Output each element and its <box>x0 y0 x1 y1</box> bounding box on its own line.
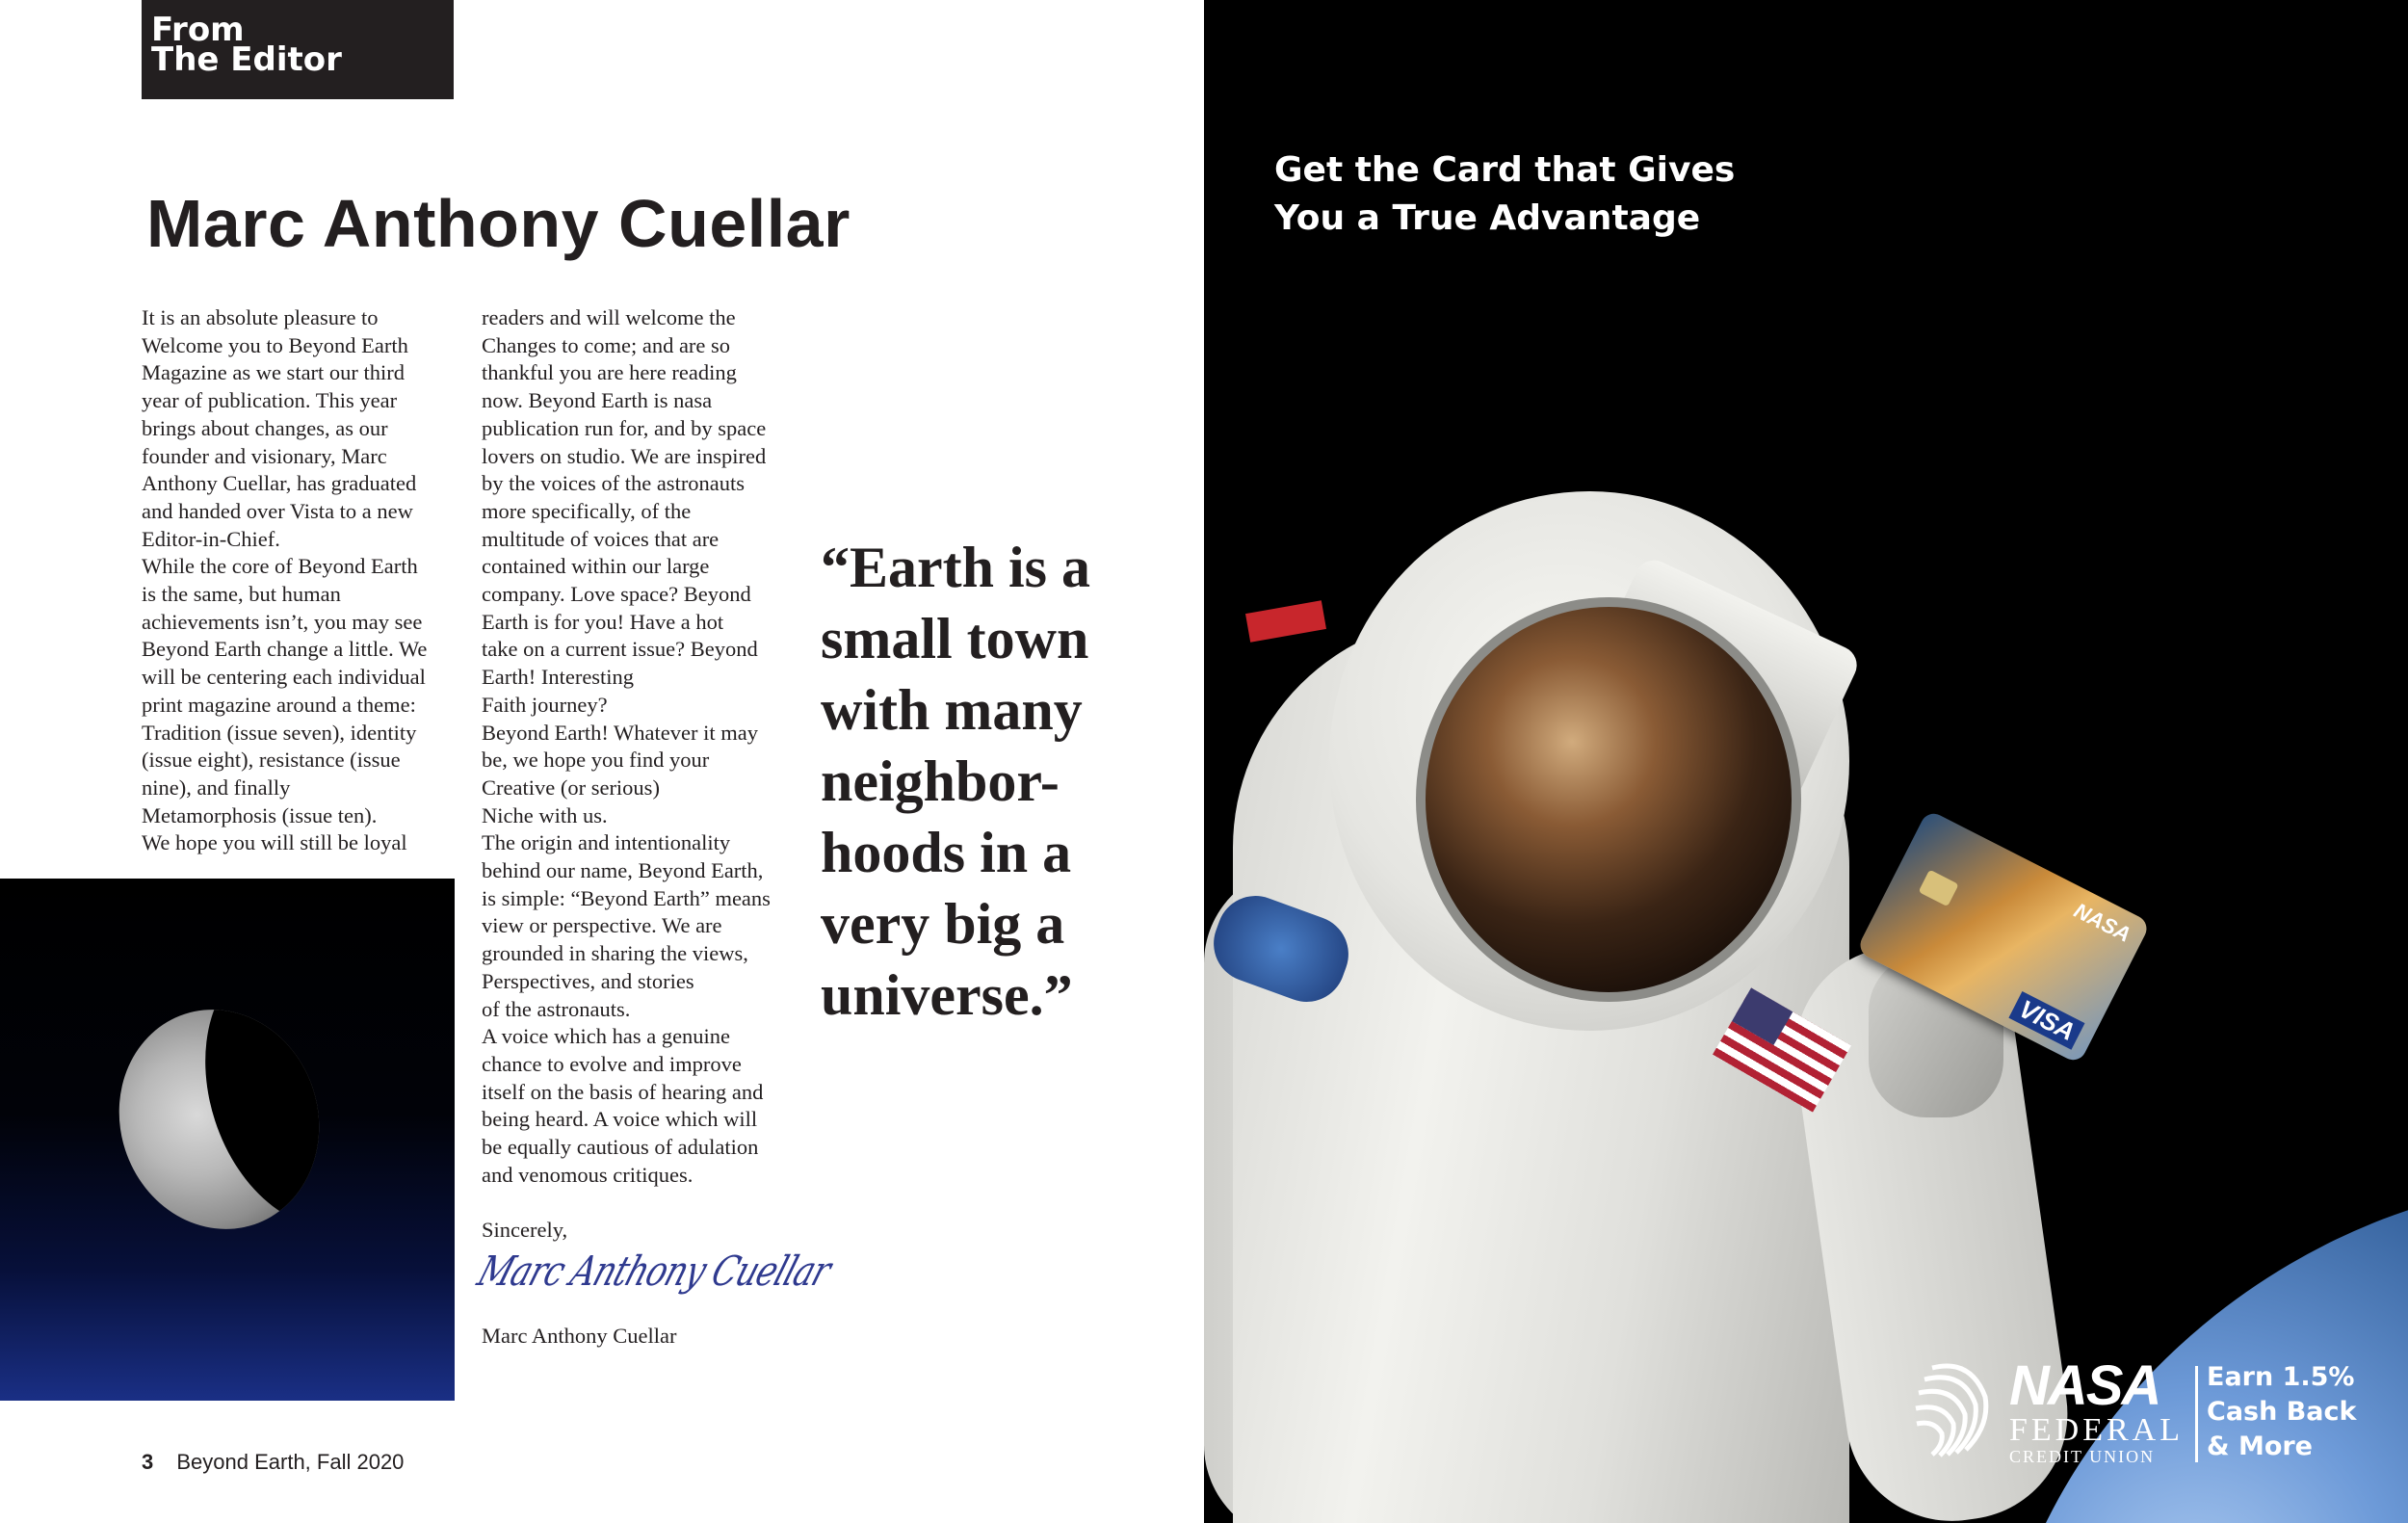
logo-federal: FEDERAL <box>2009 1412 2184 1448</box>
letter-line: print magazine around a theme: <box>142 692 416 717</box>
letter-line: grounded in sharing the views, <box>482 941 748 966</box>
pull-quote <box>821 532 1090 1031</box>
letter-line: company. Love space? Beyond <box>482 582 751 607</box>
ad-headline-line2: You a True Advantage <box>1274 198 1701 238</box>
letter-line: be, we hope you find your <box>482 748 710 773</box>
pull-quote-line: very big a <box>821 892 1065 956</box>
letter-line: Changes to come; and are so <box>482 332 731 357</box>
signer-name: Marc Anthony Cuellar <box>482 1324 677 1348</box>
letter-line: publication run for, and by space <box>482 415 767 440</box>
letter-line: achievements isn’t, you may see <box>142 609 423 634</box>
letter-line: readers and will welcome the <box>482 305 736 329</box>
letter-line: Welcome you to Beyond Earth <box>142 332 408 357</box>
letter-line: year of publication. This year <box>142 388 398 413</box>
letter-line: brings about changes, as our <box>142 415 388 440</box>
letter-line: Earth is for you! Have a hot <box>482 609 724 634</box>
letter-line: Beyond Earth! Whatever it may <box>482 720 758 745</box>
moon-icon <box>91 984 347 1255</box>
pull-quote-line: small town <box>821 607 1089 670</box>
visa-logo: VISA <box>2009 991 2085 1050</box>
section-tag-line1: From <box>151 11 245 49</box>
section-tag <box>142 0 454 99</box>
letter-line: Beyond Earth change a little. We <box>142 637 428 662</box>
offer-line3: & More <box>2207 1431 2313 1461</box>
letter-line: Faith journey? <box>482 692 608 717</box>
letter-line: Perspectives, and stories <box>482 968 694 993</box>
moon-shadow <box>171 984 347 1253</box>
letter-line: chance to evolve and improve <box>482 1051 742 1076</box>
offer-line1: Earn 1.5% <box>2207 1362 2355 1392</box>
letter-line: by the voices of the astronauts <box>482 471 746 496</box>
letter-line: behind our name, Beyond Earth, <box>482 858 764 883</box>
letter-line: Editor-in-Chief. <box>142 526 280 551</box>
letter-line: contained within our large <box>482 554 710 579</box>
letter-column-1 <box>142 304 459 857</box>
letter-line: thankful you are here reading <box>482 360 737 385</box>
cash-back-offer <box>2207 1360 2357 1464</box>
card-brand: NASA <box>2070 898 2135 947</box>
letter-line: nine), and finally <box>142 775 291 800</box>
page-footer <box>142 1450 404 1475</box>
letter-line: Tradition (issue seven), identity <box>142 720 417 745</box>
nasa-fcu-emblem-icon <box>1913 1358 2000 1459</box>
letter-line: now. Beyond Earth is nasa <box>482 388 713 413</box>
signature: Marc Anthony Cuellar <box>471 1247 837 1296</box>
letter-line: Magazine as we start our third <box>142 360 406 385</box>
section-tag-line2: The Editor <box>151 40 342 79</box>
pull-quote-line: with many <box>821 678 1083 742</box>
letter-line: Creative (or serious) <box>482 775 660 800</box>
letter-line: is the same, but human <box>142 582 341 607</box>
letter-line: The origin and intentionality <box>482 830 731 855</box>
letter-line: multitude of voices that are <box>482 526 720 551</box>
editor-name-heading: Marc Anthony Cuellar <box>146 186 851 261</box>
letter-line: and venomous critiques. <box>482 1162 694 1187</box>
letter-line: Niche with us. <box>482 802 608 827</box>
logo-credit-union: CREDIT UNION <box>2009 1447 2156 1466</box>
letter-column-2 <box>482 304 799 1244</box>
letter-line: of the astronauts. <box>482 996 631 1021</box>
moon-photo <box>0 879 455 1401</box>
letter-line: (issue eight), resistance (issue <box>142 748 401 773</box>
pull-quote-line: neighbor- <box>821 749 1060 813</box>
pull-quote-line: “Earth is a <box>821 536 1091 599</box>
offer-line2: Cash Back <box>2207 1397 2357 1427</box>
letter-line: While the core of Beyond Earth <box>142 554 418 579</box>
letter-line: Metamorphosis (issue ten). <box>142 802 378 827</box>
logo-nasa: NASA <box>2009 1354 2160 1417</box>
logo-wordmark <box>2009 1354 2192 1466</box>
letter-line: A voice which has a genuine <box>482 1024 731 1049</box>
red-stripe <box>1245 600 1326 642</box>
letter-closing: Sincerely, <box>482 1217 568 1242</box>
helmet-visor <box>1416 597 1801 1002</box>
card-chip <box>1919 870 1959 907</box>
letter-line: and handed over Vista to a new <box>142 498 413 523</box>
pull-quote-line: universe.” <box>821 963 1073 1027</box>
letter-line: being heard. A voice which will <box>482 1107 758 1132</box>
page-number: 3 <box>142 1450 154 1474</box>
publication-issue: Beyond Earth, Fall 2020 <box>176 1450 405 1474</box>
ad-headline <box>1274 146 1735 243</box>
letter-line: founder and visionary, Marc <box>142 443 387 468</box>
letter-line: We hope you will still be loyal <box>142 830 407 855</box>
advertisement-page <box>1204 0 2408 1523</box>
letter-line: is simple: “Beyond Earth” means <box>482 885 771 910</box>
ad-headline-line1: Get the Card that Gives <box>1274 150 1736 190</box>
letter-line: take on a current issue? Beyond <box>482 637 758 662</box>
letter-line: It is an absolute pleasure to <box>142 305 379 329</box>
letter-line: itself on the basis of hearing and <box>482 1079 764 1104</box>
letter-line: lovers on studio. We are inspired <box>482 443 767 468</box>
letter-line: view or perspective. We are <box>482 913 722 938</box>
logo-divider <box>2195 1366 2198 1462</box>
letter-line: Anthony Cuellar, has graduated <box>142 471 417 496</box>
pull-quote-line: hoods in a <box>821 821 1072 884</box>
letter-line: be equally cautious of adulation <box>482 1135 759 1160</box>
letter-line: more specifically, of the <box>482 498 692 523</box>
letter-line: Earth! Interesting <box>482 665 635 690</box>
letter-line: will be centering each individual <box>142 665 426 690</box>
